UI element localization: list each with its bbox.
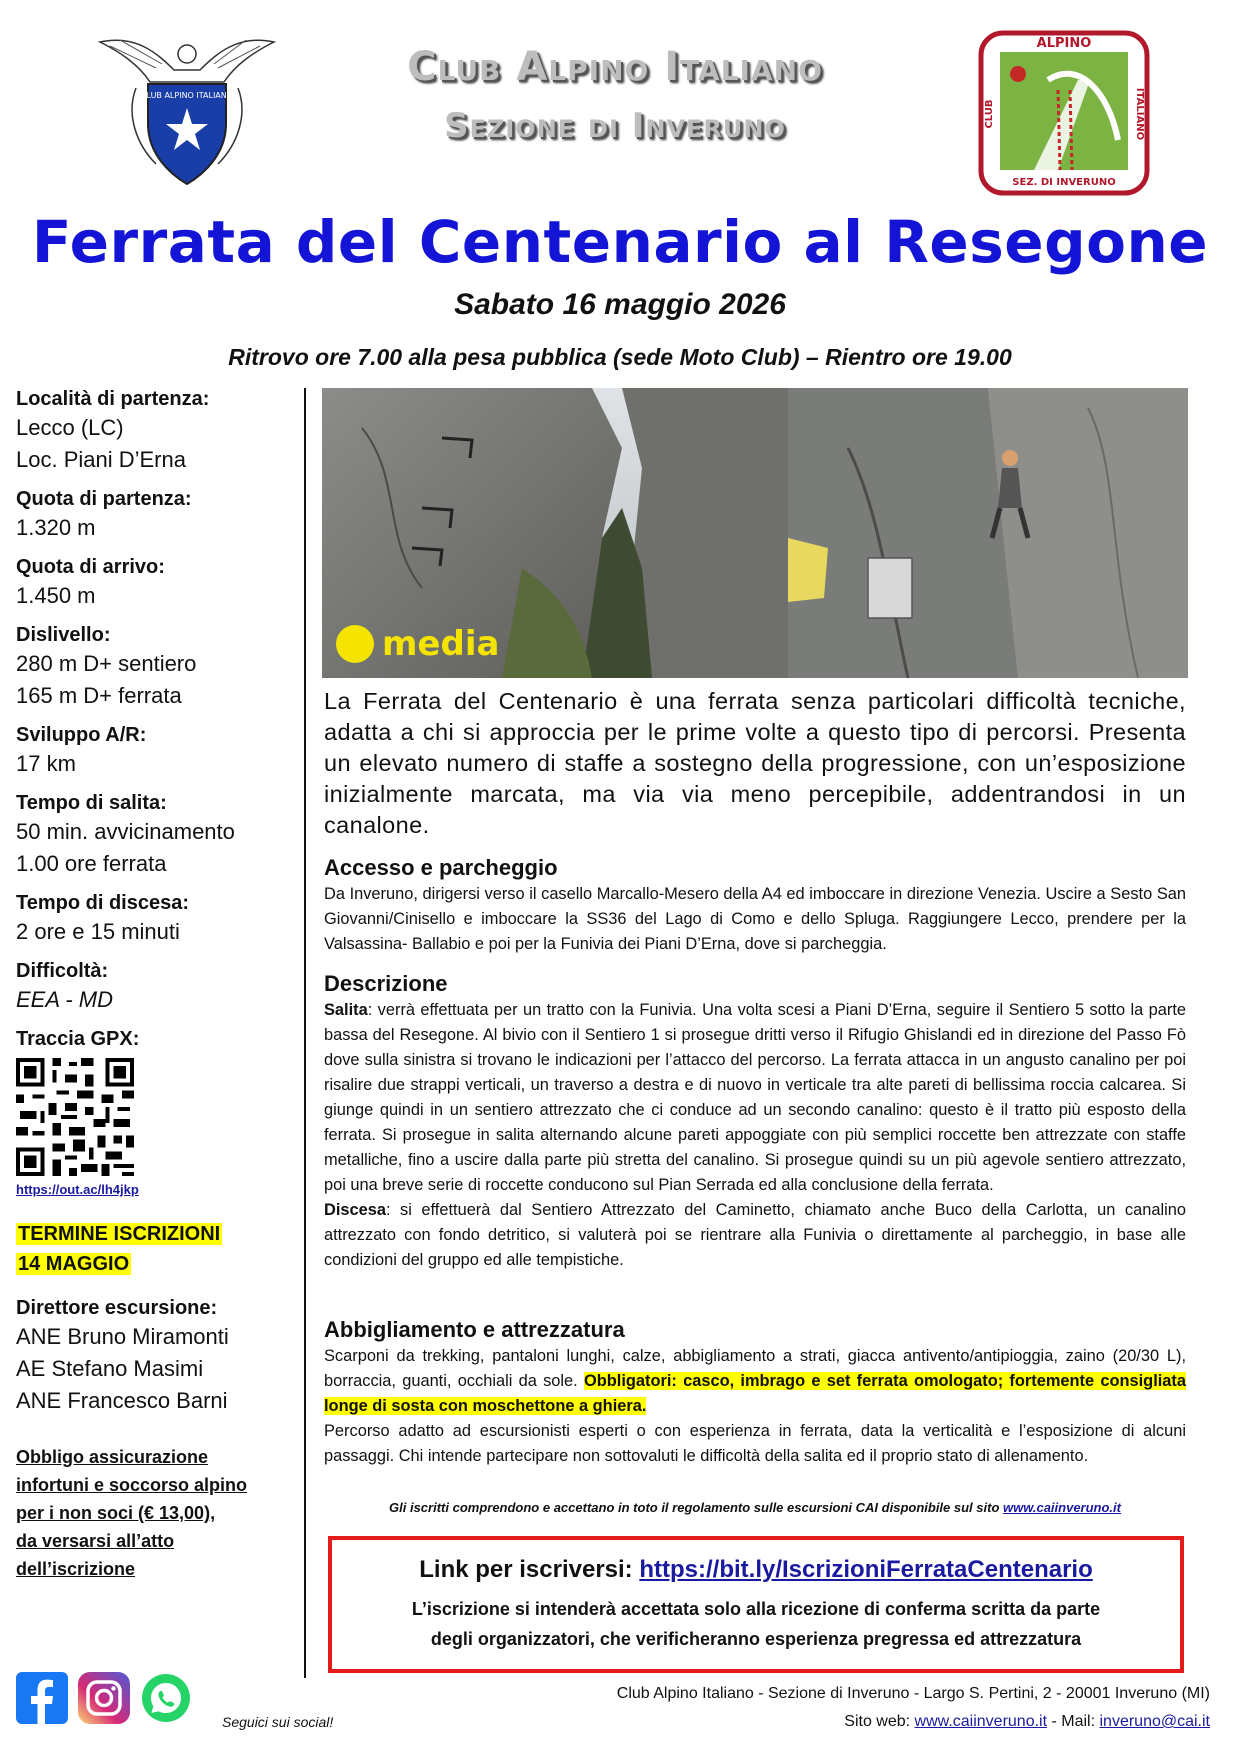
info-sidebar xyxy=(16,386,296,1583)
descrizione-title: Descrizione xyxy=(324,971,448,996)
club-subtitle: Sezione di Inveruno xyxy=(444,106,786,146)
footer xyxy=(560,1680,1210,1736)
accesso-text: Da Inveruno, dirigersi verso il casello Marcallo-Mesero della A4 ed imboccare in direzione Venezia. Uscire a Sesto San Giovanni/Cinisello e imboccare la SS36 del Lago di Como e dello Spluga. Raggiungere Lecco, prendere per la Valsassina- Ballabio e poi per la Funivia dei Piani D’Erna, dove si parcheggia. xyxy=(324,885,1186,953)
abbigliamento-text xyxy=(324,1344,1186,1469)
discesa-lead: Discesa xyxy=(324,1201,386,1219)
site-label: Sito web: xyxy=(844,1713,915,1730)
quota-arrivo-label: Quota di arrivo: xyxy=(16,556,165,578)
ferrata-photo xyxy=(322,388,1188,678)
difficolta-label: Difficoltà: xyxy=(16,960,109,982)
footer-contacts xyxy=(560,1708,1210,1736)
descrizione-text xyxy=(324,998,1186,1273)
site-link[interactable]: www.caiinveruno.it xyxy=(914,1713,1048,1730)
abbigliamento-section xyxy=(324,1316,1186,1469)
logo-right-bottom: SEZ. DI INVERUNO xyxy=(1012,177,1116,188)
dislivello-1: 280 m D+ sentiero xyxy=(16,651,197,676)
quota-partenza: 1.320 m xyxy=(16,515,96,540)
obbligo-2: infortuni e soccorso alpino xyxy=(16,1475,248,1495)
dislivello-label: Dislivello: xyxy=(16,624,111,646)
signup-note-1: L’iscrizione si intenderà accettata solo alla ricezione di conferma scritta da parte xyxy=(411,1599,1101,1619)
salita-lead: Salita xyxy=(324,1001,368,1019)
difficolta: EEA - MD xyxy=(16,987,113,1012)
gpx-link[interactable]: https://out.ac/lh4jkp xyxy=(16,1182,139,1197)
obbligo-4: da versarsi all’atto xyxy=(16,1531,175,1551)
salita-text: : verrà effettuata per un tratto con la Funivia. Una volta scesi a Piani D’Erna, seguire il Sentiero 5 sotto la parte bassa del Resegone. Al bivio con il Sentiero 1 si prosegue dritti verso il Rifugio Ghislandi ed in direzione del Passo Fò dove sulla sinistra si trovano le indicazioni per l’attacco del percorso. La ferrata attacca in un angusto canalino per poi risalire due strappi verticali, un traverso a destra e di nuovo in verticale tra alte pareti di bellissima roccia calcarea. Si giunge quindi in un sentiero attrezzato che ci conduce ad un secondo canalino: questo è il tratto più esposto della ferrata. Si prosegue in salita alternando alcune pareti appoggiate con più semplici roccette ben attrezzate con staffe metalliche, fino a uscire dalla parte più stretta del canalino. Si prosegue quindi su un più agevole sentiero attrezzato, poi una breve serie di roccette conducono sul Pian Serrada ed alla conclusione della ferrata. xyxy=(324,1001,1186,1194)
discesa-label: Tempo di discesa: xyxy=(16,892,190,914)
column-divider xyxy=(304,388,306,1678)
abbigliamento-title: Abbigliamento e attrezzatura xyxy=(324,1317,625,1342)
signup-label: Link per iscriversi: xyxy=(419,1556,640,1583)
signup-box xyxy=(328,1536,1184,1673)
accesso-title: Accesso e parcheggio xyxy=(324,855,558,880)
signup-url[interactable]: https://bit.ly/IscrizioniFerrataCentenario xyxy=(639,1556,1093,1583)
salita-1: 50 min. avvicinamento xyxy=(16,819,235,844)
obbligo-1: Obbligo assicurazione xyxy=(16,1447,209,1467)
disclaimer-text: Gli iscritti comprendono e accettano in toto il regolamento sulle escursioni CAI disponibile sul sito xyxy=(389,1500,1003,1515)
obbligatori-highlight: Obbligatori: casco, imbrago e set ferrata omologato; fortemente consigliata longe di sosta con moschettone a ghiera. xyxy=(324,1372,1186,1415)
direttore-1: ANE Bruno Miramonti xyxy=(16,1324,229,1349)
discesa-text: : si effettuerà dal Sentiero Attrezzato del Caminetto, chiamato anche Buco della Carlotta, un canalino attrezzato con fondo detritico, si valuterà poi se rientrare alla Funivia o direttamente al parcheggio, in base alle condizioni del gruppo ed alle tempistiche. xyxy=(324,1201,1186,1269)
direttore-label: Direttore escursione: xyxy=(16,1297,218,1319)
localita-label: Località di partenza: xyxy=(16,388,210,410)
termine-2: 14 MAGGIO xyxy=(18,1253,130,1275)
club-title: Club Alpino Italiano xyxy=(407,44,823,90)
social-icons xyxy=(16,1672,192,1724)
logo-right-right: ITALIANO xyxy=(1134,87,1145,141)
mail-link[interactable]: inveruno@cai.it xyxy=(1099,1713,1210,1730)
direttore-3: ANE Francesco Barni xyxy=(16,1388,228,1413)
mail-label: - Mail: xyxy=(1047,1713,1100,1730)
obbligo-assicurazione xyxy=(16,1443,296,1583)
signup-note-2: degli organizzatori, che verificheranno esperienza pregressa ed attrezzatura xyxy=(430,1629,1082,1649)
disclaimer xyxy=(324,1500,1186,1515)
salita-2: 1.00 ore ferrata xyxy=(16,851,167,876)
dislivello-2: 165 m D+ ferrata xyxy=(16,683,182,708)
discesa: 2 ore e 15 minuti xyxy=(16,919,180,944)
salita-label: Tempo di salita: xyxy=(16,792,167,814)
gpx-label: Traccia GPX: xyxy=(16,1028,140,1050)
logo-left-text: CLUB ALPINO ITALIANO xyxy=(140,91,234,100)
termine-1: TERMINE ISCRIZIONI xyxy=(18,1223,221,1245)
descrizione-section xyxy=(324,970,1186,1273)
qr-code-icon[interactable] xyxy=(16,1058,134,1176)
intro-paragraph: La Ferrata del Centenario è una ferrata senza particolari difficoltà tecniche, adatta a chi si approccia per le prime volte a questo tipo di percorsi. Presenta un elevato numero di staffe a sostegno della progressione, con un’esposizione inizialmente marcata, ma via via meno percepibile, addentrandosi in un canalone. xyxy=(324,688,1186,838)
quota-partenza-label: Quota di partenza: xyxy=(16,488,192,510)
logo-right-left: CLUB xyxy=(984,99,995,129)
localita-1: Lecco (LC) xyxy=(16,415,124,440)
direttore-2: AE Stefano Masimi xyxy=(16,1356,204,1381)
abbigliamento-list: Scarponi da trekking, pantaloni lunghi, calze, abbigliamento a strati, giacca antivento/antipioggia, zaino (20/30 L), borraccia, guanti, occhiali da sole. xyxy=(324,1347,1186,1390)
facebook-icon[interactable] xyxy=(16,1672,68,1724)
cai-inveruno-logo xyxy=(978,30,1150,196)
footer-address: Club Alpino Italiano - Sezione di Inveruno - Largo S. Pertini, 2 - 20001 Inveruno (MI) xyxy=(616,1685,1210,1702)
termine-iscrizioni xyxy=(16,1219,296,1279)
event-meeting: Ritrovo ore 7.00 alla pesa pubblica (sede Moto Club) – Rientro ore 19.00 xyxy=(228,344,1012,370)
obbligo-3: per i non soci (€ 13,00), xyxy=(16,1503,216,1523)
accesso-section xyxy=(324,854,1186,957)
obbligo-5: dell’iscrizione xyxy=(16,1559,136,1579)
quota-arrivo: 1.450 m xyxy=(16,583,96,608)
difficulty-badge xyxy=(336,624,499,664)
whatsapp-icon[interactable] xyxy=(140,1672,192,1724)
disclaimer-link[interactable]: www.caiinveruno.it xyxy=(1003,1500,1121,1515)
localita-2: Loc. Piani D’Erna xyxy=(16,447,186,472)
event-date: Sabato 16 maggio 2026 xyxy=(454,288,786,321)
cai-eagle-logo xyxy=(96,24,278,192)
event-title: Ferrata del Centenario al Resegone xyxy=(31,208,1209,276)
instagram-icon[interactable] xyxy=(78,1672,130,1724)
sviluppo: 17 km xyxy=(16,751,76,776)
signup-note xyxy=(332,1594,1180,1654)
seguici-text: Seguici sui social! xyxy=(222,1714,334,1730)
sviluppo-label: Sviluppo A/R: xyxy=(16,724,147,746)
percorso-text: Percorso adatto ad escursionisti esperti o con esperienza in ferrata, data la verticalità e l’esposizione di alcuni passaggi. Chi intende partecipare non sottovaluti le difficoltà della salita ed il proprio stato di allenamento. xyxy=(324,1422,1186,1465)
difficulty-badge-text: media xyxy=(382,624,500,664)
logo-right-top: ALPINO xyxy=(1036,36,1092,51)
difficulty-dot-icon xyxy=(336,625,374,663)
climber-photo xyxy=(788,388,1188,678)
signup-link-line xyxy=(332,1556,1180,1584)
